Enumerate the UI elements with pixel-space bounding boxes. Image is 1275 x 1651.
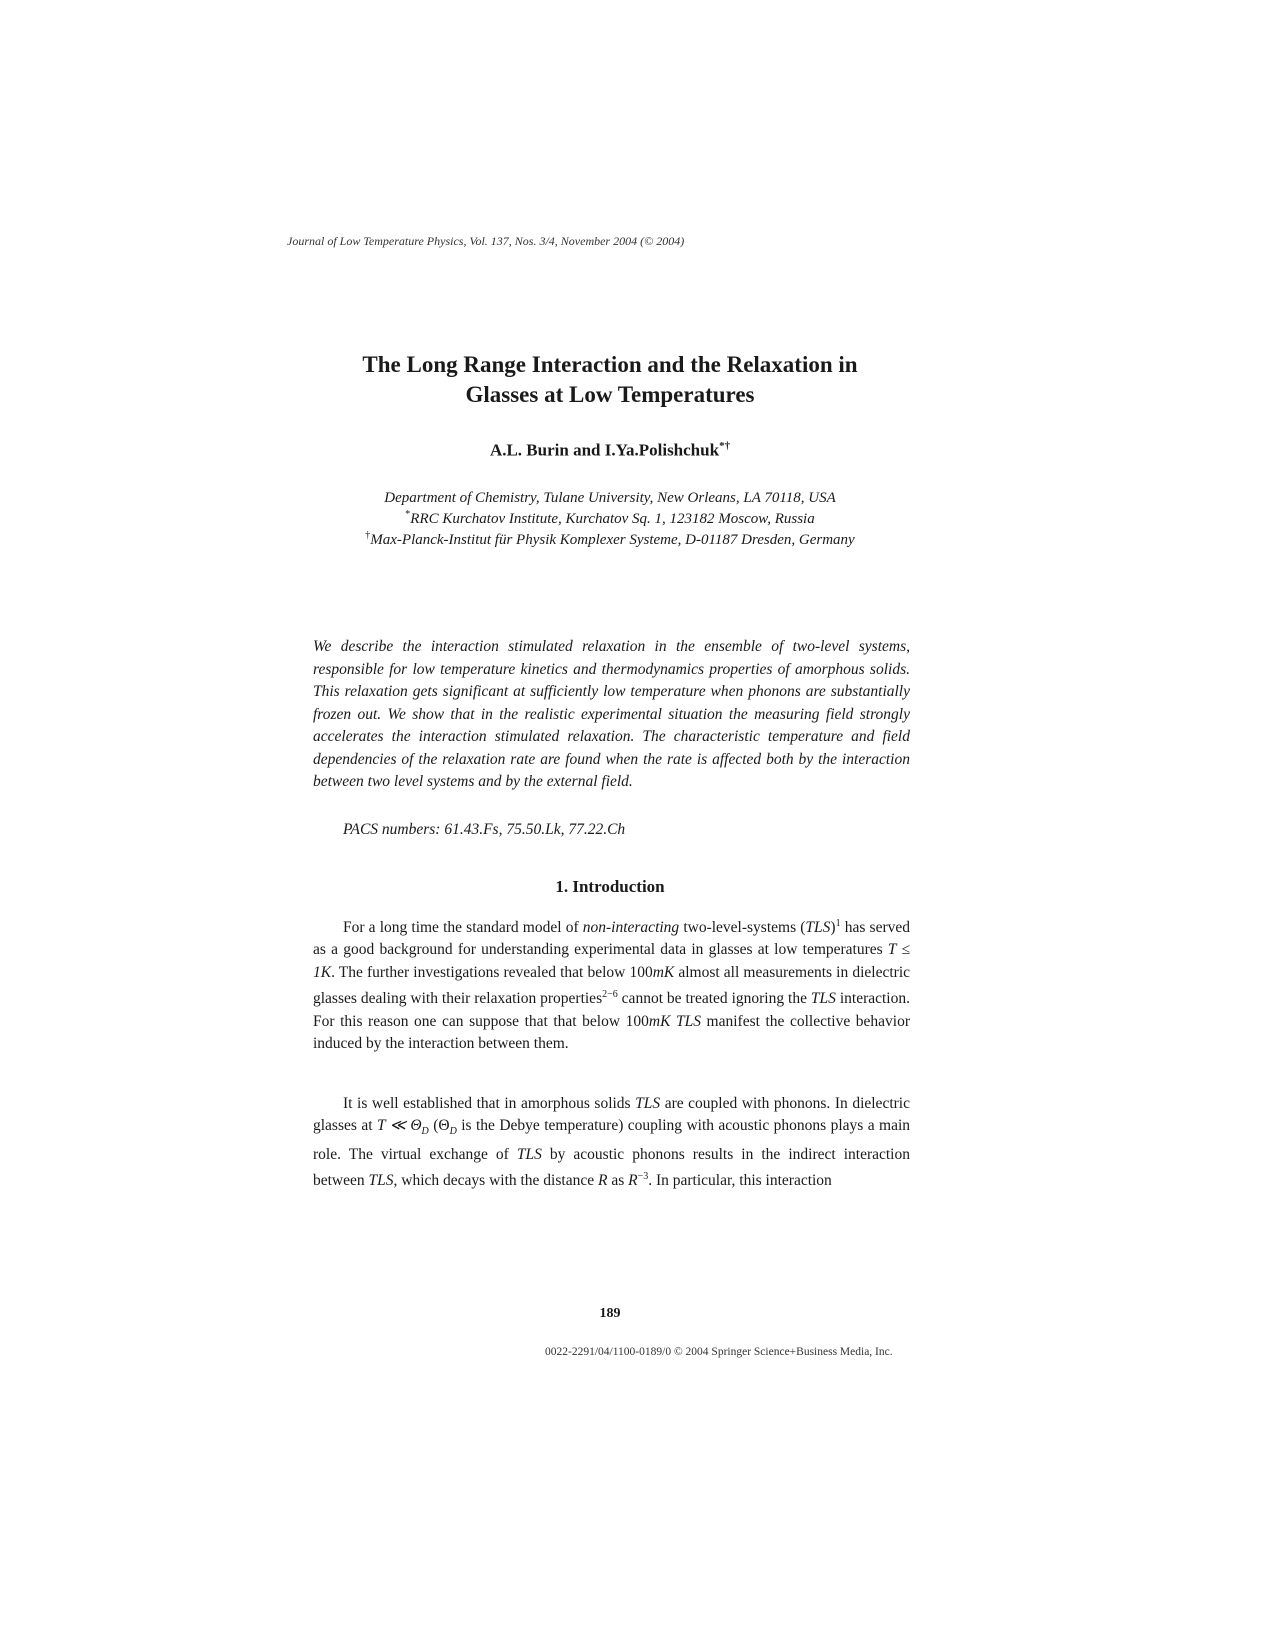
page-number: 189 [599,1306,621,1321]
section-heading: 1. Introduction [555,877,665,896]
affiliation-mark: * [405,509,411,520]
journal-citation: Journal of Low Temperature Physics, Vol. 137, Nos. 3/4, November 2004 (© 2004) [287,234,685,248]
paragraph-2: It is well established that in amorphous solids TLS are coupled with phonons. In dielectric glasses at T ≪ $\Theta_D$ ($\Theta_D$ is the Debye temperature) coupling with acoustic phonons plays a main role. The virtual exchange of TLS by acoustic phonons results in the indirect interaction between TLS, which decays with the distance R as $R^{-3}$. In particular, this interaction [313,1095,910,1190]
affiliation-mark: † [365,530,371,541]
paragraph-1: For a long time the standard model of non-interacting two-level-systems (TLS)$^1$ has served as a good background for understanding experimental data in glasses at low temperatures T ≤ 1K. The further investigations revealed that below 100mK almost all measurements in dielectric glasses dealing with their relaxation properties$^{2-6}$ cannot be treated ignoring the TLS interaction. For this reason one can suppose that that below 100mK TLS manifest the collective behavior induced by the interaction between them. [313,918,911,1052]
affiliation-3 [300,525,920,551]
abstract: We describe the interaction stimulated relaxation in the ensemble of two-level systems, responsible for low temperature kinetics and thermodynamics properties of amorphous solids. This relaxation gets significant at sufficiently low temperature when phonons are substantially frozen out. We show that in the realistic experimental situation the measuring field strongly accelerates the interaction stimulated relaxation. The characteristic temperature and field dependencies of the relaxation rate are found when the rate is affected both by the interaction between two level systems and by the external field. [313,638,910,790]
author-names: A.L. Burin and I.Ya.Polishchuk [489,440,720,460]
title-line-1: The Long Range Interaction and the Relaxation in [362,352,858,377]
pacs-numbers: PACS numbers: 61.43.Fs, 75.50.Lk, 77.22.Ch [343,821,626,838]
authors [300,440,920,461]
paper-title [300,350,920,410]
affiliation-text: RRC Kurchatov Institute, Kurchatov Sq. 1, 123182 Moscow, Russia [410,511,815,527]
title-line-2: Glasses at Low Temperatures [465,382,755,407]
copyright-line: 0022-2291/04/1100-0189/0 © 2004 Springer Science+Business Media, Inc. [545,1346,893,1358]
author-marks: *† [719,440,731,452]
affiliation-text: Department of Chemistry, Tulane University, New Orleans, LA 70118, USA [384,490,836,506]
affiliation-text: Max-Planck-Institut für Physik Komplexer Systeme, D-01187 Dresden, Germany [370,532,855,548]
